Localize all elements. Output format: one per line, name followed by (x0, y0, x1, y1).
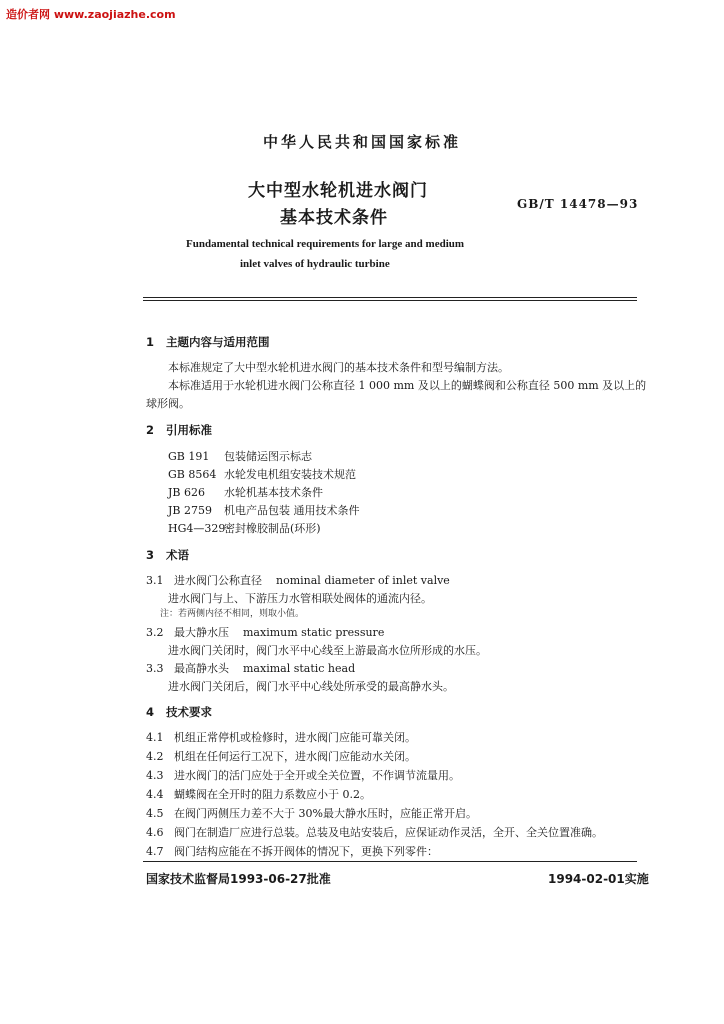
term-number: 3.2 (146, 626, 164, 639)
reference-title: 水轮发电机组安装技术规范 (224, 468, 356, 481)
title-rule-top (143, 297, 637, 298)
reference-item (168, 466, 356, 482)
term-note: 注：若两侧内径不相同，则取小值。 (160, 609, 305, 619)
requirement-number: 4.7 (146, 845, 164, 858)
requirement-text: 机组正常停机或检修时，进水阀门应能可靠关闭。 (174, 731, 416, 744)
section-title: 技术要求 (166, 705, 212, 719)
term-english: maximal static head (243, 662, 356, 675)
reference-title: 水轮机基本技术条件 (224, 486, 323, 499)
reference-title: 机电产品包装 通用技术条件 (224, 504, 360, 517)
section-title: 术语 (166, 548, 189, 562)
doc-title-line1: 大中型水轮机进水阀门 (248, 181, 428, 201)
requirement-text: 阀门结构应能在不拆开阀体的情况下，更换下列零件： (174, 845, 438, 858)
section-2-heading (146, 422, 212, 438)
standard-code: GB/T 14478—93 (517, 197, 639, 211)
section-number: 2 (146, 423, 155, 437)
term-number: 3.3 (146, 662, 164, 675)
reference-code: JB 626 (168, 486, 205, 499)
requirement-text: 在阀门两侧压力差不大于 30%最大静水压时，应能正常开启。 (174, 807, 477, 820)
term-definition: 进水阀门关闭时，阀门水平中心线至上游最高水位所形成的水压。 (168, 644, 487, 657)
reference-title: 密封橡胶制品(环形) (224, 522, 321, 535)
term-chinese: 最大静水压 (174, 626, 229, 639)
reference-item (168, 520, 321, 536)
requirement-number: 4.5 (146, 807, 164, 820)
requirement-text: 进水阀门的活门应处于全开或全关位置，不作调节流量用。 (174, 769, 460, 782)
section-number: 4 (146, 705, 155, 719)
reference-item (168, 502, 360, 518)
title-rule-bottom (143, 300, 637, 301)
requirement-number: 4.2 (146, 750, 164, 763)
requirement-number: 4.3 (146, 769, 164, 782)
requirement-number: 4.1 (146, 731, 164, 744)
requirement-text: 阀门在制造厂应进行总装。总装及电站安装后，应保证动作灵活，全开、全关位置准确。 (174, 826, 603, 839)
term-heading (146, 660, 355, 676)
reference-title: 包装储运图示标志 (224, 450, 312, 463)
reference-code: JB 2759 (168, 504, 212, 517)
footer-rule (143, 861, 637, 862)
term-heading (146, 624, 384, 640)
doc-title-line2: 基本技术条件 (280, 208, 388, 228)
section-1-para2-line2: 球形阀。 (146, 397, 190, 410)
requirement-item (146, 805, 477, 821)
section-1-para2-line1: 本标准适用于水轮机进水阀门公称直径 1 000 mm 及以上的蝴蝶阀和公称直径 500 mm 及以上的 (168, 379, 647, 392)
effective-date: 1994-02-01实施 (548, 872, 649, 886)
term-chinese: 进水阀门公称直径 (174, 574, 262, 587)
requirement-item (146, 748, 416, 764)
english-title-line1: Fundamental technical requirements for large and medium (186, 238, 465, 250)
org-title: 中华人民共和国国家标准 (262, 133, 461, 151)
section-title: 主题内容与适用范围 (166, 335, 270, 349)
reference-code: GB 191 (168, 450, 210, 463)
term-english: maximum static pressure (243, 626, 385, 639)
requirement-item (146, 843, 438, 859)
term-definition: 进水阀门与上、下游压力水管相联处阀体的通流内径。 (168, 592, 432, 605)
reference-code: HG4—329 (168, 522, 226, 535)
section-4-heading (146, 704, 212, 720)
term-chinese: 最高静水头 (174, 662, 229, 675)
requirement-item (146, 824, 603, 840)
approval-date: 国家技术监督局1993-06-27批准 (146, 872, 331, 886)
section-1-heading (146, 334, 270, 350)
watermark: 造价者网 www.zaojiazhe.com (6, 8, 176, 21)
reference-code: GB 8564 (168, 468, 217, 481)
requirement-text: 蝴蝶阀在全开时的阻力系数应小于 0.2。 (174, 788, 371, 801)
reference-item (168, 484, 323, 500)
term-definition: 进水阀门关闭后，阀门水平中心线处所承受的最高静水头。 (168, 680, 454, 693)
requirement-number: 4.6 (146, 826, 164, 839)
term-english: nominal diameter of inlet valve (276, 574, 450, 587)
term-heading (146, 572, 450, 588)
reference-item (168, 448, 312, 464)
section-1-para1: 本标准规定了大中型水轮机进水阀门的基本技术条件和型号编制方法。 (168, 361, 509, 374)
requirement-item (146, 786, 371, 802)
section-3-heading (146, 547, 189, 563)
requirement-number: 4.4 (146, 788, 164, 801)
section-title: 引用标准 (166, 423, 212, 437)
requirement-text: 机组在任何运行工况下，进水阀门应能动水关闭。 (174, 750, 416, 763)
requirement-item (146, 767, 460, 783)
requirement-item (146, 729, 416, 745)
section-number: 3 (146, 548, 155, 562)
section-number: 1 (146, 335, 155, 349)
term-number: 3.1 (146, 574, 164, 587)
english-title-line2: inlet valves of hydraulic turbine (240, 258, 390, 270)
